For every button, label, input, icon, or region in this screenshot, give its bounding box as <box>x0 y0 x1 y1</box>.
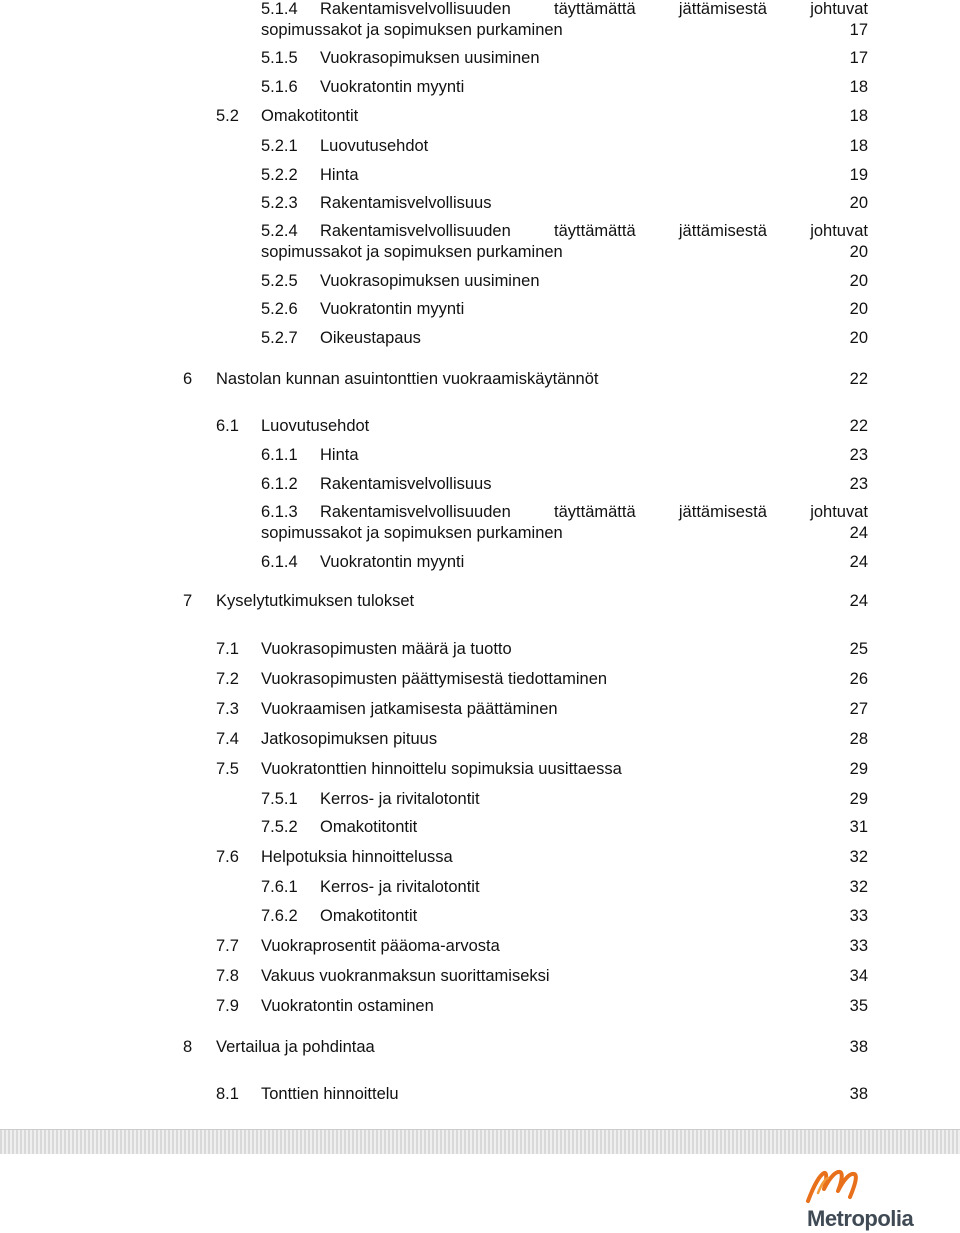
toc-page: 18 <box>849 107 868 125</box>
toc-title-continuation: sopimussakot ja sopimuksen purkaminen <box>261 243 563 261</box>
toc-page: 23 <box>849 446 868 464</box>
toc-number: 7.8 <box>216 967 239 985</box>
toc-entry[interactable] <box>261 0 868 20</box>
toc-number: 8.1 <box>216 1085 239 1103</box>
toc-number: 5.2.7 <box>261 329 298 347</box>
toc-page: 32 <box>849 878 868 896</box>
toc-entry-continuation <box>261 522 868 544</box>
toc-number: 5.2.5 <box>261 272 298 290</box>
toc-page: 20 <box>849 300 868 318</box>
toc-page: 24 <box>849 553 868 571</box>
toc-number: 8 <box>183 1038 193 1056</box>
toc-number: 7.3 <box>216 700 239 718</box>
toc-title: Vuokratonttien hinnoittelu sopimuksia uusittaessa <box>261 760 622 778</box>
toc-title: Omakotitontit <box>320 818 418 836</box>
toc-page: 32 <box>849 848 868 866</box>
toc-page: 38 <box>849 1085 868 1103</box>
toc-number: 6.1 <box>216 417 239 435</box>
toc-number: 5.1.4 <box>261 0 298 18</box>
toc-number: 6.1.2 <box>261 475 298 493</box>
toc-number: 6.1.3 <box>261 503 298 521</box>
toc-page: 20 <box>849 194 868 212</box>
toc-title: Vuokratontin ostaminen <box>261 997 434 1015</box>
toc-page: 18 <box>849 137 868 155</box>
toc-page: 24 <box>849 524 868 542</box>
toc-page: 28 <box>849 730 868 748</box>
toc-number: 7.5.2 <box>261 818 298 836</box>
toc-title-continuation: sopimussakot ja sopimuksen purkaminen <box>261 524 563 542</box>
toc-number: 7.5 <box>216 760 239 778</box>
toc-entry[interactable] <box>261 876 868 898</box>
toc-title: Luovutusehdot <box>320 137 429 155</box>
toc-title: Omakotitontit <box>320 907 418 925</box>
toc-title: Vertailua ja pohdintaa <box>216 1038 375 1056</box>
toc-number: 5.2.3 <box>261 194 298 212</box>
toc-entry[interactable] <box>261 220 868 242</box>
toc-number: 7.6.1 <box>261 878 298 896</box>
toc-page: 22 <box>849 370 868 388</box>
toc-entry[interactable] <box>261 905 868 927</box>
toc-number: 7 <box>183 592 193 610</box>
toc-page: 38 <box>849 1038 868 1056</box>
toc-number: 7.6 <box>216 848 239 866</box>
toc-page: 25 <box>849 640 868 658</box>
toc-page: 22 <box>849 417 868 435</box>
toc-title: Luovutusehdot <box>261 417 370 435</box>
toc-entry[interactable] <box>261 327 868 349</box>
toc-title: Nastolan kunnan asuintonttien vuokraamiskäytännöt <box>216 370 599 388</box>
toc-title: Vuokratontin myynti <box>320 300 465 318</box>
toc-title: Rakentamisvelvollisuuden täyttämättä jättämisestä johtuvat <box>320 503 868 521</box>
toc-page: 27 <box>849 700 868 718</box>
toc-title: Vuokrasopimuksen uusiminen <box>320 49 540 67</box>
toc-entry[interactable] <box>216 668 868 690</box>
toc-number: 6 <box>183 370 193 388</box>
toc-title: Vuokrasopimusten määrä ja tuotto <box>261 640 512 658</box>
toc-page: 31 <box>849 818 868 836</box>
metropolia-logo-text: Metropolia <box>807 1206 914 1231</box>
toc-entry[interactable] <box>261 192 868 214</box>
toc-title: Vuokratontin myynti <box>320 78 465 96</box>
toc-number: 7.5.1 <box>261 790 298 808</box>
toc-entry[interactable] <box>261 164 868 186</box>
toc-title: Kyselytutkimuksen tulokset <box>216 592 415 610</box>
toc-title: Vuokraprosentit pääoma-arvosta <box>261 937 500 955</box>
toc-entry[interactable] <box>261 501 868 523</box>
toc-title: Oikeustapaus <box>320 329 421 347</box>
toc-page: 20 <box>849 329 868 347</box>
toc-page: 19 <box>849 166 868 184</box>
toc-number: 6.1.4 <box>261 553 298 571</box>
toc-title: Vuokrasopimusten päättymisestä tiedottaminen <box>261 670 608 688</box>
toc-entry[interactable] <box>216 638 868 660</box>
toc-title: Omakotitontit <box>261 107 359 125</box>
toc-title-continuation: sopimussakot ja sopimuksen purkaminen <box>261 21 563 39</box>
toc-page: 18 <box>849 78 868 96</box>
toc-entry[interactable] <box>216 995 868 1017</box>
toc-number: 5.2.4 <box>261 222 298 240</box>
toc-entry[interactable] <box>261 76 868 98</box>
toc-title: Kerros- ja rivitalotontit <box>320 878 480 896</box>
toc-number: 7.6.2 <box>261 907 298 925</box>
toc-title: Tonttien hinnoittelu <box>261 1085 399 1103</box>
toc-number: 7.9 <box>216 997 239 1015</box>
toc-entry[interactable] <box>216 965 868 987</box>
toc-page: 35 <box>849 997 868 1015</box>
toc-entry[interactable] <box>261 788 868 810</box>
toc-page: 33 <box>849 907 868 925</box>
toc-entry[interactable] <box>183 1036 868 1058</box>
toc-number: 5.2 <box>216 107 239 125</box>
toc-title: Hinta <box>320 446 359 464</box>
toc-number: 7.7 <box>216 937 239 955</box>
toc-number: 5.1.6 <box>261 78 298 96</box>
toc-entry[interactable] <box>261 816 868 838</box>
toc-entry-continuation <box>261 19 868 41</box>
toc-page: 26 <box>849 670 868 688</box>
toc-number: 5.2.2 <box>261 166 298 184</box>
toc-entry[interactable] <box>216 698 868 720</box>
toc-number: 7.1 <box>216 640 239 658</box>
toc-number: 6.1.1 <box>261 446 298 464</box>
toc-entry[interactable] <box>261 444 868 466</box>
toc-entry[interactable] <box>216 1083 868 1105</box>
toc-entry[interactable] <box>261 298 868 320</box>
toc-page: 20 <box>849 272 868 290</box>
toc-title: Rakentamisvelvollisuus <box>320 475 492 493</box>
toc-entry-continuation <box>261 241 868 263</box>
toc-title: Hinta <box>320 166 359 184</box>
toc-entry[interactable] <box>261 551 868 573</box>
toc-number: 7.2 <box>216 670 239 688</box>
footer-divider <box>0 1129 960 1154</box>
toc-number: 5.1.5 <box>261 49 298 67</box>
toc-number: 5.2.1 <box>261 137 298 155</box>
toc-title: Rakentamisvelvollisuus <box>320 194 492 212</box>
toc-entry[interactable] <box>183 368 868 390</box>
toc-page: 24 <box>849 592 868 610</box>
toc-title: Rakentamisvelvollisuuden täyttämättä jättämisestä johtuvat <box>320 0 868 18</box>
toc-entry[interactable] <box>216 415 868 437</box>
toc-page: 29 <box>849 760 868 778</box>
toc-page: 23 <box>849 475 868 493</box>
toc-number: 5.2.6 <box>261 300 298 318</box>
toc-page: 20 <box>849 243 868 261</box>
toc-page: 33 <box>849 937 868 955</box>
toc-entry[interactable] <box>183 590 868 612</box>
toc-entry[interactable] <box>261 270 868 292</box>
toc-entry[interactable] <box>261 47 868 69</box>
toc-title: Jatkosopimuksen pituus <box>261 730 438 748</box>
toc-entry[interactable] <box>216 935 868 957</box>
toc-title: Vuokraamisen jatkamisesta päättäminen <box>261 700 558 718</box>
toc-title: Rakentamisvelvollisuuden täyttämättä jättämisestä johtuvat <box>320 222 868 240</box>
toc-entry[interactable] <box>261 135 868 157</box>
toc-title: Vuokratontin myynti <box>320 553 465 571</box>
toc-title: Kerros- ja rivitalotontit <box>320 790 480 808</box>
toc-title: Helpotuksia hinnoittelussa <box>261 848 453 866</box>
toc-title: Vuokrasopimuksen uusiminen <box>320 272 540 290</box>
toc-entry[interactable] <box>216 846 868 868</box>
toc-page: 34 <box>849 967 868 985</box>
toc-entry[interactable] <box>261 473 868 495</box>
toc-page: 29 <box>849 790 868 808</box>
toc-page: 17 <box>849 21 868 39</box>
toc-number: 7.4 <box>216 730 239 748</box>
toc-entry[interactable] <box>216 728 868 750</box>
toc-title: Vakuus vuokranmaksun suorittamiseksi <box>261 967 550 985</box>
toc-entry[interactable] <box>216 105 868 127</box>
toc-page: 17 <box>849 49 868 67</box>
toc-entry[interactable] <box>216 758 868 780</box>
